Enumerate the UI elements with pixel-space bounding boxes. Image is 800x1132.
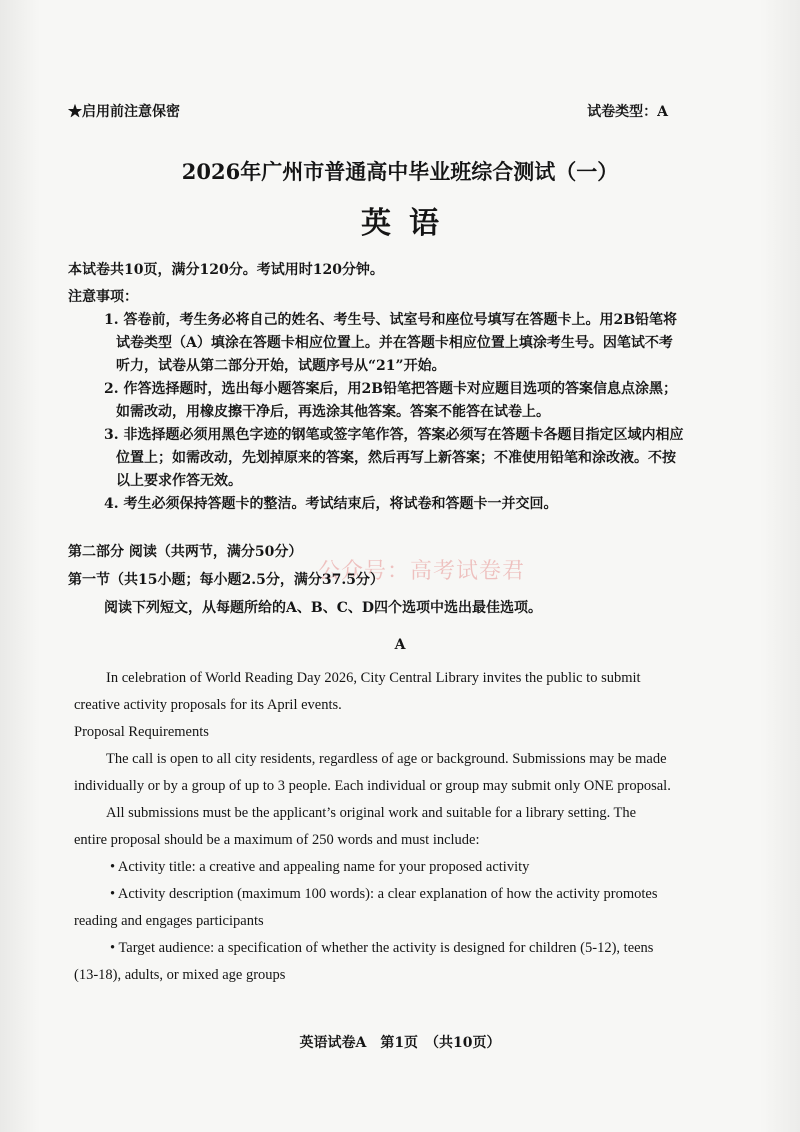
- part-heading: 第二部分 阅读（共两节，满分50分）: [68, 544, 303, 560]
- passage-bullet: • Activity title: a creative and appealing name for your proposed activity: [110, 859, 530, 875]
- note-item: 3. 非选择题必须用黑色字迹的钢笔或签字笔作答，答案必须写在答题卡各题目指定区域内相应位置上；如需改动，先划掉原来的答案，然后再写上新答案；不准使用铅笔和涂改液。不按以上要求作答无效。: [104, 427, 684, 489]
- subsection-heading: 第一节（共15小题；每小题2.5分，满分37.5分）: [68, 572, 384, 588]
- note-item: 2. 作答选择题时，选出每小题答案后，用2B铅笔把答题卡对应题目选项的答案信息点涂黑；如需改动，用橡皮擦干净后，再选涂其他答案。答案不能答在试卷上。: [104, 381, 678, 420]
- passage-bullet: • Target audience: a specification of whether the activity is designed for children (5-12), teens (13-18), adults, or mixed age groups: [74, 940, 654, 983]
- passage-subheading: Proposal Requirements: [74, 724, 209, 740]
- exam-intro: 本试卷共10页，满分120分。考试用时120分钟。: [68, 262, 384, 278]
- passage-bullet: • Activity description (maximum 100 words): a clear explanation of how the activity promotes reading and engages participants: [74, 886, 658, 929]
- watermark: 公众号：高考试卷君: [318, 559, 526, 584]
- reading-instruction: 阅读下列短文，从每题所给的A、B、C、D四个选项中选出最佳选项。: [104, 600, 542, 616]
- note-item: 4. 考生必须保持答题卡的整洁。考试结束后，将试卷和答题卡一并交回。: [104, 496, 558, 512]
- exam-title: 2026年广州市普通高中毕业班综合测试（一）: [181, 159, 619, 184]
- passage-paragraph: In celebration of World Reading Day 2026, City Central Library invites the public to submit creative activity proposals for its April events.: [74, 670, 641, 713]
- page-footer: 英语试卷A 第1页 （共10页）: [299, 1035, 501, 1051]
- passage-paragraph: The call is open to all city residents, regardless of age or background. Submissions may be made individually or by a group of up to 3 people. Each individual or group may submit only ONE proposal.: [74, 751, 671, 794]
- note-item: 1. 答卷前，考生务必将自己的姓名、考生号、试室号和座位号填写在答题卡上。用2B铅笔将试卷类型（A）填涂在答题卡相应位置上。并在答题卡相应位置上填涂考生号。因笔试不考听力，试卷从第二部分开始，试题序号从“21”开始。: [104, 312, 678, 374]
- notes-list: [104, 309, 684, 516]
- subject-title: 英语: [361, 206, 457, 241]
- passage-a: [74, 665, 672, 989]
- notes-heading: 注意事项：: [68, 289, 138, 305]
- passage-paragraph: All submissions must be the applicant’s original work and suitable for a library setting. The entire proposal should be a maximum of 250 words and must include:: [74, 805, 637, 848]
- confidential-label: ★启用前注意保密: [68, 104, 180, 120]
- passage-label: A: [394, 637, 406, 653]
- paper-type-label: 试卷类型：A: [587, 104, 668, 120]
